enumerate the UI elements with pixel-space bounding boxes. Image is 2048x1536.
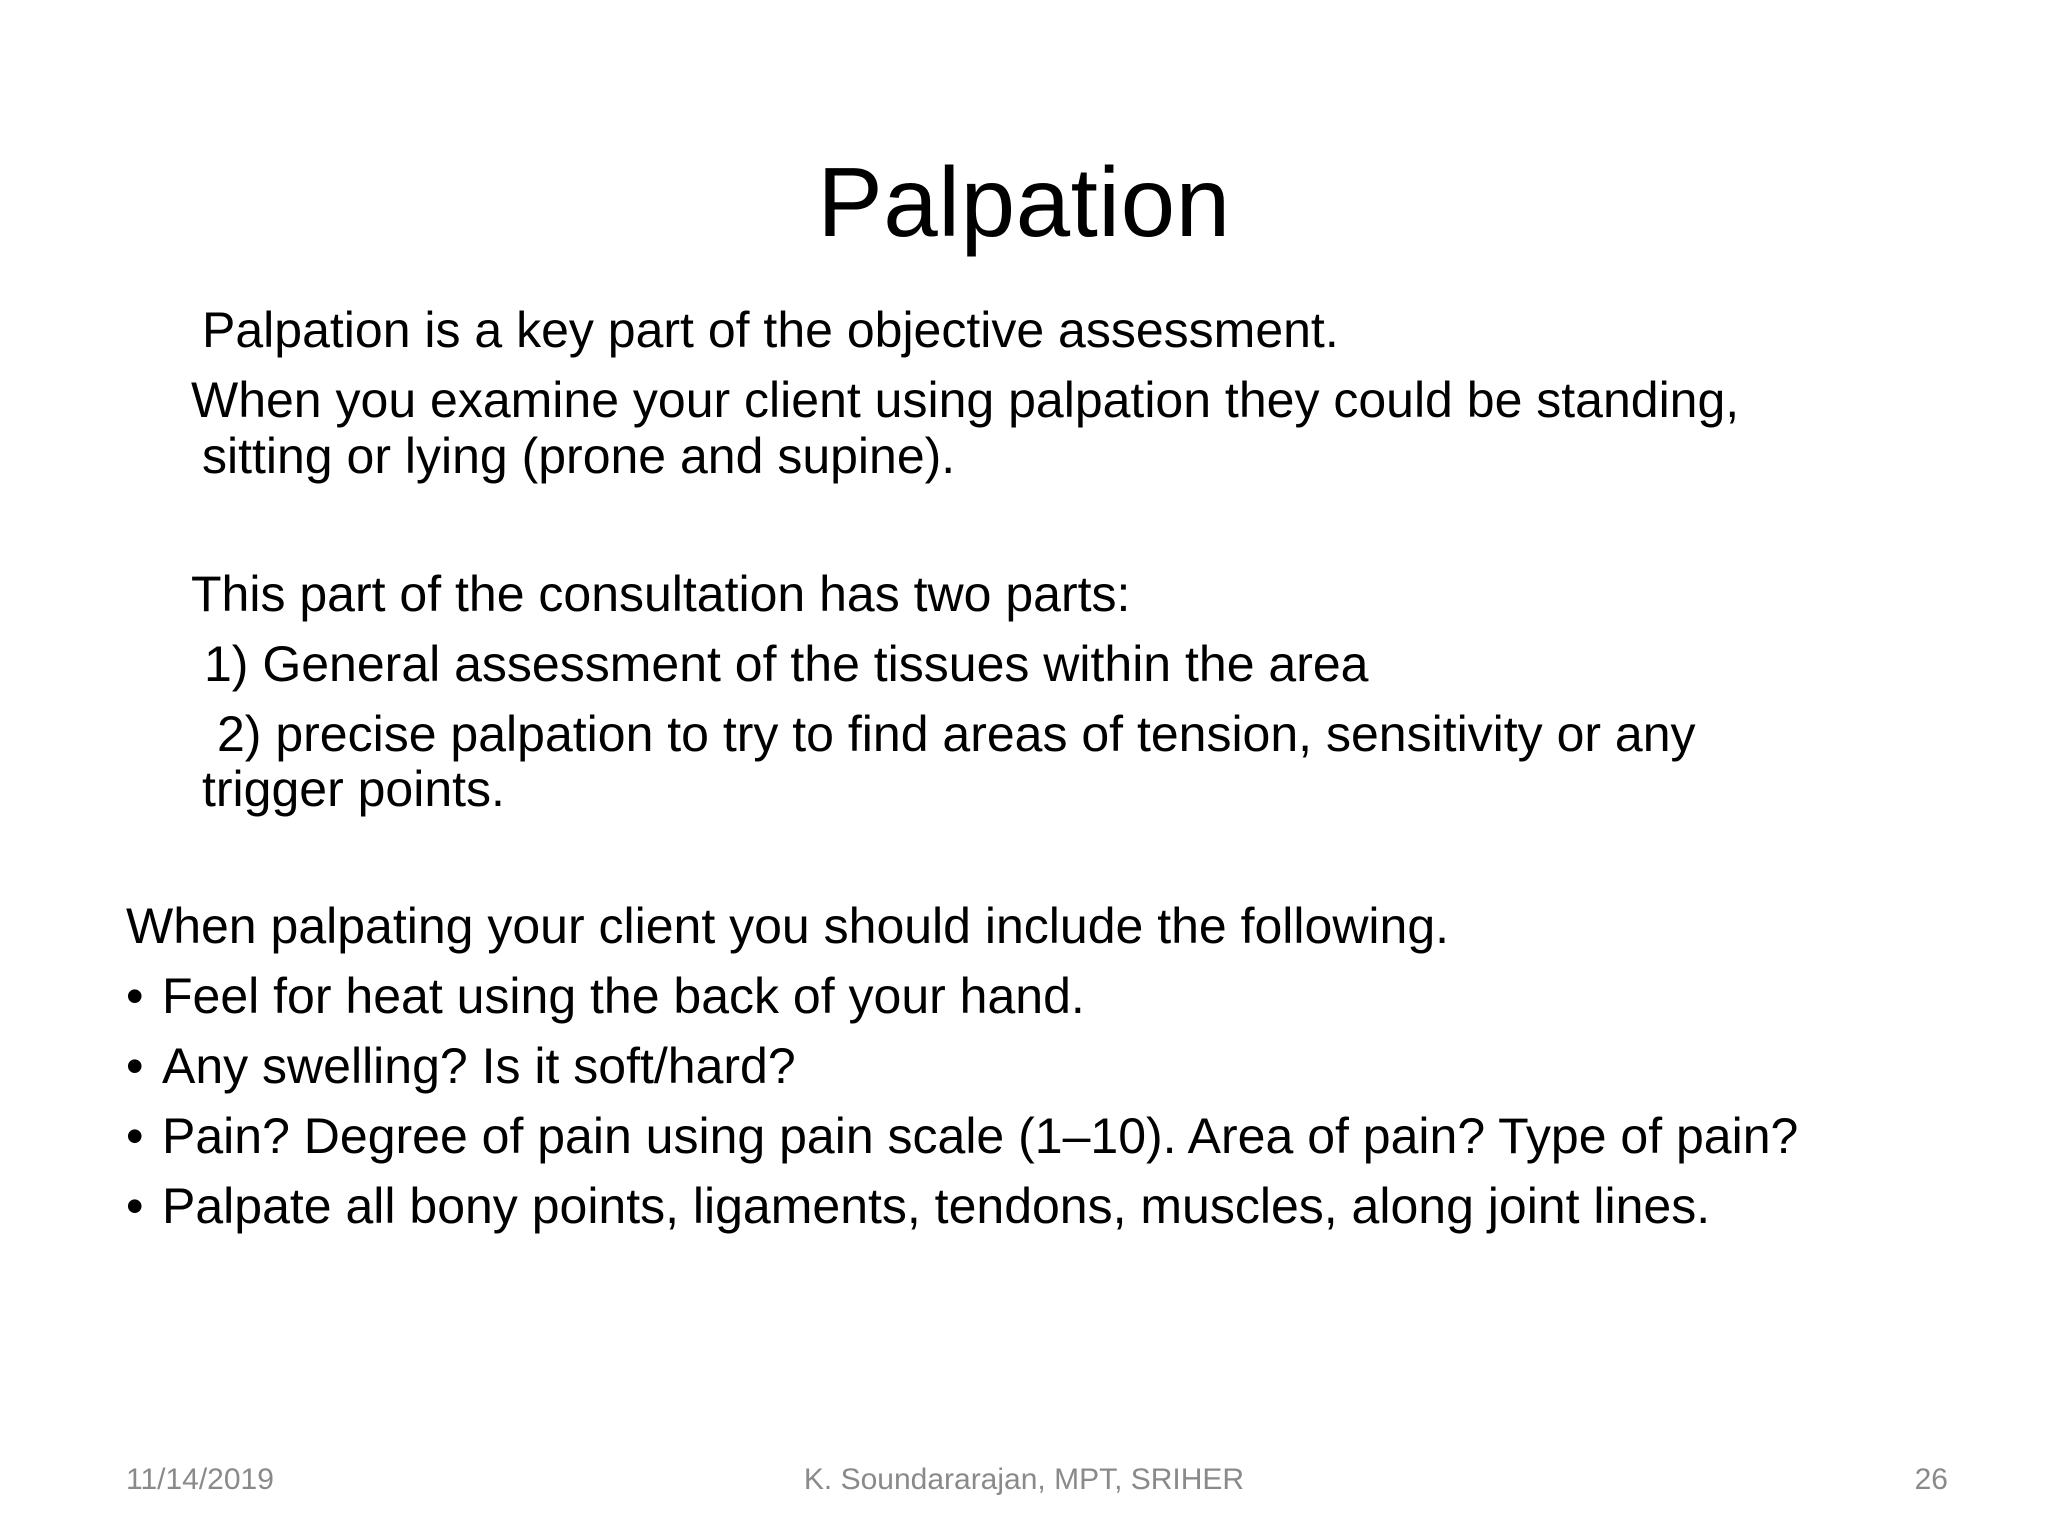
bullet-item bbox=[126, 1108, 1798, 1164]
footer-author: K. Soundararajan, MPT, SRIHER bbox=[803, 1463, 1245, 1496]
bullet-icon: • bbox=[126, 968, 144, 1024]
part-1-item: 1) General assessment of the tissues within the area bbox=[204, 636, 1369, 692]
bullet-item bbox=[126, 1178, 1710, 1234]
intro-sentence: Palpation is a key part of the objective assessment. bbox=[202, 302, 1339, 358]
bullet-text: Pain? Degree of pain using pain scale (1–10). Area of pain? Type of pain? bbox=[162, 1108, 1799, 1164]
bullet-icon: • bbox=[126, 1038, 144, 1094]
bullet-item bbox=[126, 968, 1085, 1024]
bullet-text: Feel for heat using the back of your hand. bbox=[162, 968, 1085, 1024]
examine-sentence-line1: When you examine your client using palpation they could be standing, bbox=[191, 372, 1740, 428]
parts-heading: This part of the consultation has two parts: bbox=[191, 566, 1131, 622]
slide-number: 26 bbox=[1914, 1463, 1948, 1496]
slide-title: Palpation bbox=[817, 147, 1231, 257]
bullet-icon: • bbox=[126, 1178, 144, 1234]
bullet-icon: • bbox=[126, 1108, 144, 1164]
bullet-text: Any swelling? Is it soft/hard? bbox=[162, 1038, 796, 1094]
examine-sentence-line2: sitting or lying (prone and supine). bbox=[202, 428, 956, 484]
include-heading: When palpating your client you should include the following. bbox=[126, 898, 1450, 954]
footer-date: 11/14/2019 bbox=[126, 1463, 274, 1496]
part-2-item-line2: trigger points. bbox=[202, 761, 505, 817]
part-2-item-line1: 2) precise palpation to try to find areas of tension, sensitivity or any bbox=[217, 706, 1696, 762]
bullet-item bbox=[126, 1038, 796, 1094]
bullet-text: Palpate all bony points, ligaments, tendons, muscles, along joint lines. bbox=[162, 1178, 1711, 1234]
